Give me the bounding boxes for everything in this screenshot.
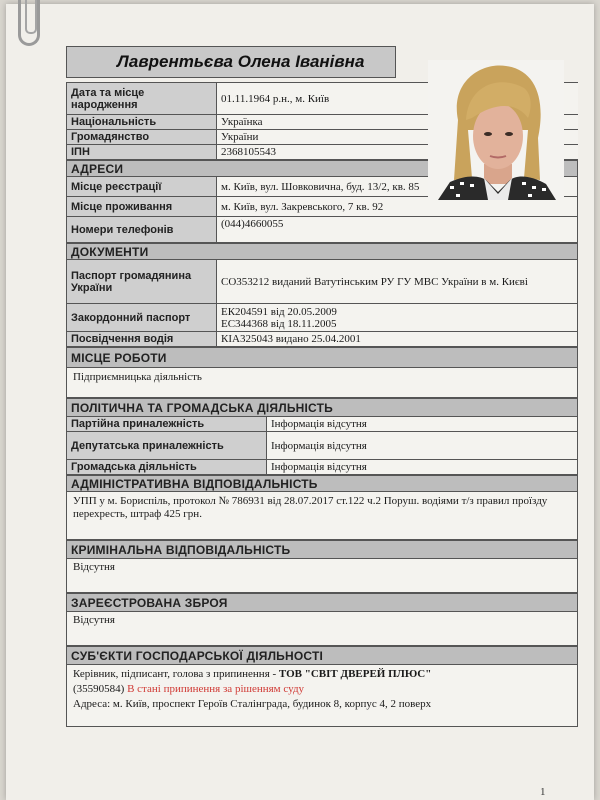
criminal-title: КРИМІНАЛЬНА ВІДПОВІДАЛЬНІСТЬ (67, 541, 578, 559)
passport-value: СО353212 виданий Ватутінським РУ ГУ МВС України в м. Києві (217, 260, 578, 304)
residence-value: м. Київ, вул. Закревського, 7 кв. 92 (217, 197, 578, 217)
business-company: ТОВ "СВІТ ДВЕРЕЙ ПЛЮС" (278, 668, 432, 680)
section-row (67, 244, 578, 260)
section-row (67, 476, 578, 492)
weapons-text: Відсутня (67, 612, 578, 646)
section-row (67, 647, 578, 665)
dossier (66, 46, 578, 727)
addresses-title: АДРЕСИ (67, 161, 578, 177)
work-table (66, 347, 578, 398)
citizenship-value: України (217, 130, 579, 145)
party-label: Партійна приналежність (67, 417, 267, 432)
table-row (67, 432, 578, 460)
administrative-text: УПП у м. Бориспіль, протокол № 786931 від 28.07.2017 ст.122 ч.2 Поруш. водіями т/з правил проїзду перехресть, штраф 425 грн. (67, 492, 578, 540)
criminal-table (66, 540, 578, 593)
nationality-value: Українка (217, 115, 579, 130)
foreign-passport-2: ЕС344368 від 18.11.2005 (221, 317, 337, 330)
table-row (67, 260, 578, 304)
foreign-passport-label: Закордонний паспорт (67, 304, 217, 332)
nationality-label: Національність (67, 115, 217, 130)
administrative-title: АДМІНІСТРАТИВНА ВІДПОВІДАЛЬНІСТЬ (67, 476, 578, 492)
birth-value: 01.11.1964 р.н., м. Київ (217, 83, 579, 115)
section-row (67, 541, 578, 559)
weapons-table (66, 593, 578, 646)
table-row (67, 417, 578, 432)
table-row (67, 559, 578, 593)
civic-value: Інформація відсутня (267, 460, 578, 475)
page-number: 1 (540, 786, 546, 798)
tax-id-label: ІПН (67, 145, 217, 160)
deputy-label: Депутатська приналежність (67, 432, 267, 460)
registration-value: м. Київ, вул. Шовковична, буд. 13/2, кв. 85 (217, 177, 578, 197)
table-row (67, 612, 578, 646)
person-name: Лаврентьєва Олена Іванівна (66, 46, 396, 78)
phones-label: Номери телефонів (67, 217, 217, 243)
business-text (67, 665, 578, 727)
table-row (67, 460, 578, 475)
citizenship-label: Громадянство (67, 130, 217, 145)
civic-label: Громадська діяльність (67, 460, 267, 475)
birth-label: Дата та місце народження (67, 83, 217, 115)
work-text: Підприємницька діяльність (67, 368, 578, 398)
foreign-passport-value (217, 304, 578, 332)
documents-table (66, 243, 578, 347)
work-title: МІСЦЕ РОБОТИ (67, 348, 578, 368)
business-address: Адреса: м. Київ, проспект Героїв Сталінграда, будинок 8, корпус 4, 2 поверх (73, 698, 432, 710)
table-row (67, 492, 578, 540)
driver-license-label: Посвідчення водія (67, 332, 217, 347)
paperclip-icon (18, 0, 40, 46)
business-status: В стані припинення за рішенням суду (127, 683, 305, 695)
party-value: Інформація відсутня (267, 417, 578, 432)
table-row (67, 217, 578, 243)
passport-label: Паспорт громадянина України (67, 260, 217, 304)
driver-license-value: КІА325043 видано 25.04.2001 (217, 332, 578, 347)
registration-label: Місце реєстрації (67, 177, 217, 197)
business-code: (35590584) (73, 683, 128, 695)
politics-table (66, 398, 578, 475)
residence-label: Місце проживання (67, 197, 217, 217)
deputy-value: Інформація відсутня (267, 432, 578, 460)
business-title: СУБ'ЄКТИ ГОСПОДАРСЬКОЇ ДІЯЛЬНОСТІ (67, 647, 578, 665)
section-row (67, 399, 578, 417)
table-row (67, 368, 578, 398)
weapons-title: ЗАРЕЄСТРОВАНА ЗБРОЯ (67, 594, 578, 612)
phones-value: (044)4660055 (217, 217, 578, 243)
politics-title: ПОЛІТИЧНА ТА ГРОМАДСЬКА ДІЯЛЬНІСТЬ (67, 399, 578, 417)
portrait-photo (428, 60, 564, 200)
table-row (67, 304, 578, 332)
criminal-text: Відсутня (67, 559, 578, 593)
section-row (67, 594, 578, 612)
tax-id-value: 2368105543 (217, 145, 579, 160)
table-row (67, 332, 578, 347)
table-row (67, 665, 578, 727)
section-row (67, 348, 578, 368)
business-role: Керівник, підписант, голова з припинення - (73, 668, 279, 680)
documents-title: ДОКУМЕНТИ (67, 244, 578, 260)
business-table (66, 646, 578, 727)
administrative-table (66, 475, 578, 540)
foreign-passport-1: ЕК204591 від 20.05.2009 (221, 305, 337, 318)
